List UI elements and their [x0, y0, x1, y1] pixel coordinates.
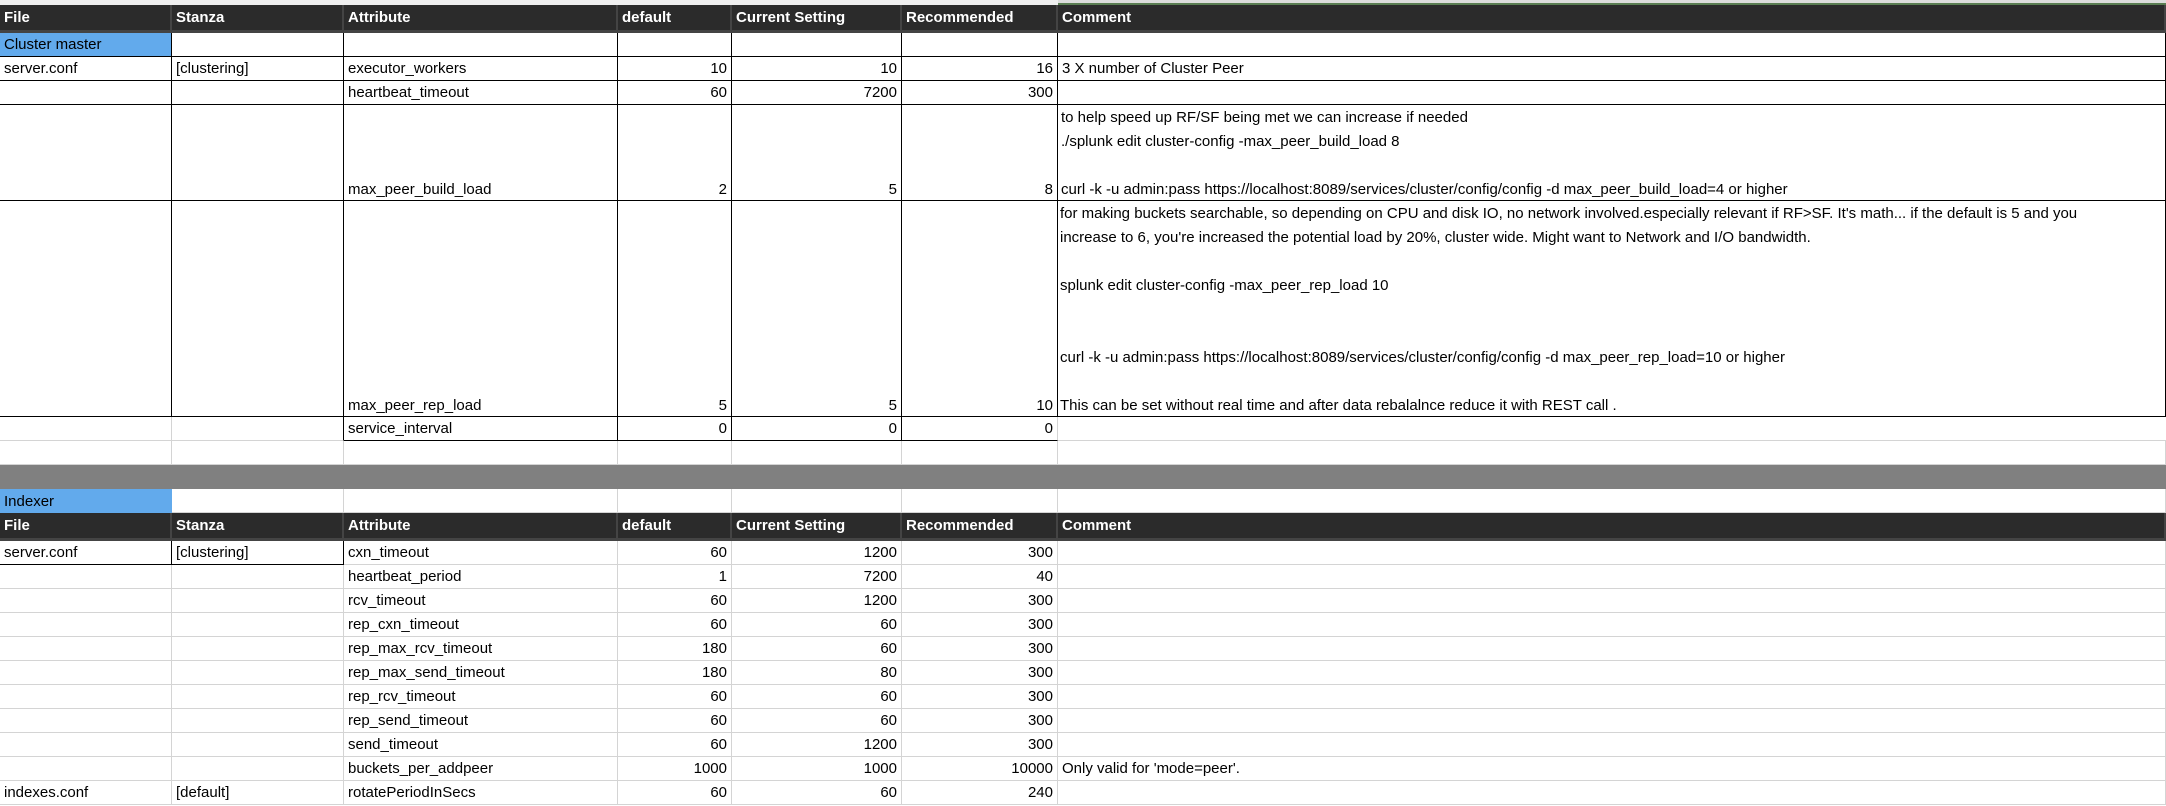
- recommended-cell[interactable]: 16: [902, 57, 1058, 81]
- stanza-cell[interactable]: [172, 417, 344, 441]
- default-cell[interactable]: 60: [618, 685, 732, 709]
- stanza-cell[interactable]: [172, 661, 344, 685]
- attribute-cell[interactable]: executor_workers: [344, 57, 618, 81]
- current-setting-cell[interactable]: 60: [732, 613, 902, 637]
- section-label-cluster-master[interactable]: Cluster master: [0, 33, 172, 57]
- header-attribute[interactable]: Attribute: [344, 5, 618, 33]
- table-row: [0, 565, 2166, 589]
- comment-cell[interactable]: [1058, 733, 2166, 757]
- attribute-cell[interactable]: rep_max_rcv_timeout: [344, 637, 618, 661]
- comment-cell[interactable]: [1058, 417, 2166, 441]
- comment-cell[interactable]: [1058, 201, 2166, 417]
- table-row: [0, 637, 2166, 661]
- default-cell[interactable]: 1: [618, 565, 732, 589]
- section-label-indexer[interactable]: Indexer: [0, 489, 172, 513]
- cluster-master-header-row: [0, 5, 2166, 33]
- comment-cell[interactable]: [1058, 685, 2166, 709]
- comment-line: for making buckets searchable, so depending on CPU and disk IO, no network involved.especially relevant if RF>SF. It's math... if the default is 5 and you: [1060, 205, 2078, 222]
- file-cell[interactable]: [0, 417, 172, 441]
- stanza-cell[interactable]: [clustering]: [172, 57, 344, 81]
- comment-line: curl -k -u admin:pass https://localhost:8089/services/cluster/config/config -d max_peer_rep_load=10 or higher: [1060, 349, 1785, 366]
- cell[interactable]: [618, 489, 732, 513]
- header-file[interactable]: File: [0, 5, 172, 33]
- comment-line: splunk edit cluster-config -max_peer_rep_load 10: [1060, 277, 1389, 294]
- comment-cell[interactable]: [1058, 781, 2166, 805]
- file-cell[interactable]: [0, 637, 172, 661]
- cell[interactable]: [618, 33, 732, 57]
- recommended-cell[interactable]: 300: [902, 613, 1058, 637]
- table-row: [0, 709, 2166, 733]
- header-current-setting[interactable]: Current Setting: [732, 5, 902, 33]
- recommended-cell[interactable]: 300: [902, 709, 1058, 733]
- indexer-header-row: [0, 513, 2166, 541]
- current-setting-cell[interactable]: 1200: [732, 733, 902, 757]
- default-cell[interactable]: 0: [618, 417, 732, 441]
- cell[interactable]: [902, 441, 1058, 465]
- stanza-cell[interactable]: [172, 733, 344, 757]
- comment-cell[interactable]: [1058, 105, 2166, 201]
- comment-cell[interactable]: [1058, 661, 2166, 685]
- cell[interactable]: [902, 489, 1058, 513]
- cell[interactable]: [172, 489, 344, 513]
- file-cell[interactable]: [0, 757, 172, 781]
- default-cell[interactable]: 10: [618, 57, 732, 81]
- default-cell[interactable]: 60: [618, 541, 732, 565]
- recommended-cell[interactable]: 10000: [902, 757, 1058, 781]
- header-comment[interactable]: Comment: [1058, 5, 2166, 33]
- recommended-cell[interactable]: 8: [902, 105, 1058, 201]
- default-cell[interactable]: 2: [618, 105, 732, 201]
- stanza-cell[interactable]: [172, 565, 344, 589]
- stanza-cell[interactable]: [172, 589, 344, 613]
- cell[interactable]: [1058, 441, 2166, 465]
- stanza-cell[interactable]: [clustering]: [172, 541, 344, 565]
- recommended-cell[interactable]: 0: [902, 417, 1058, 441]
- stanza-cell[interactable]: [172, 613, 344, 637]
- stanza-cell[interactable]: [172, 685, 344, 709]
- attribute-cell[interactable]: heartbeat_period: [344, 565, 618, 589]
- attribute-cell[interactable]: max_peer_build_load: [344, 105, 618, 201]
- default-cell[interactable]: 60: [618, 81, 732, 105]
- default-cell[interactable]: 5: [618, 201, 732, 417]
- attribute-cell[interactable]: rep_max_send_timeout: [344, 661, 618, 685]
- current-setting-cell[interactable]: 60: [732, 781, 902, 805]
- comment-cell[interactable]: 3 X number of Cluster Peer: [1058, 57, 2166, 81]
- default-cell[interactable]: 60: [618, 589, 732, 613]
- table-row: [0, 201, 2166, 417]
- header-comment[interactable]: Comment: [1058, 513, 2166, 541]
- comment-cell[interactable]: [1058, 565, 2166, 589]
- attribute-cell[interactable]: max_peer_rep_load: [344, 201, 618, 417]
- indexer-section-row: [0, 489, 2166, 513]
- current-setting-cell[interactable]: 7200: [732, 565, 902, 589]
- default-cell[interactable]: 60: [618, 709, 732, 733]
- default-cell[interactable]: 1000: [618, 757, 732, 781]
- file-cell[interactable]: [0, 733, 172, 757]
- header-recommended[interactable]: Recommended: [902, 513, 1058, 541]
- current-setting-cell[interactable]: 1200: [732, 589, 902, 613]
- file-cell[interactable]: [0, 685, 172, 709]
- header-current-setting[interactable]: Current Setting: [732, 513, 902, 541]
- stanza-cell[interactable]: [172, 637, 344, 661]
- cell[interactable]: [344, 33, 618, 57]
- current-setting-cell[interactable]: 0: [732, 417, 902, 441]
- attribute-cell[interactable]: rcv_timeout: [344, 589, 618, 613]
- attribute-cell[interactable]: buckets_per_addpeer: [344, 757, 618, 781]
- cell[interactable]: [344, 489, 618, 513]
- stanza-cell[interactable]: [172, 757, 344, 781]
- comment-line: to help speed up RF/SF being met we can increase if needed: [1061, 109, 1468, 126]
- file-cell[interactable]: [0, 201, 172, 417]
- table-row: [0, 417, 2166, 441]
- default-cell[interactable]: 60: [618, 733, 732, 757]
- comment-cell[interactable]: [1058, 589, 2166, 613]
- cell[interactable]: [172, 33, 344, 57]
- stanza-cell[interactable]: [172, 201, 344, 417]
- default-cell[interactable]: 60: [618, 613, 732, 637]
- stanza-cell[interactable]: [172, 81, 344, 105]
- file-cell[interactable]: [0, 613, 172, 637]
- comment-cell[interactable]: [1058, 541, 2166, 565]
- attribute-cell[interactable]: send_timeout: [344, 733, 618, 757]
- current-setting-cell[interactable]: 1000: [732, 757, 902, 781]
- recommended-cell[interactable]: 240: [902, 781, 1058, 805]
- comment-cell[interactable]: [1058, 637, 2166, 661]
- table-row: [0, 541, 2166, 565]
- header-recommended[interactable]: Recommended: [902, 5, 1058, 33]
- comment-cell[interactable]: Only valid for 'mode=peer'.: [1058, 757, 2166, 781]
- cell[interactable]: [1058, 33, 2166, 57]
- attribute-cell[interactable]: rep_rcv_timeout: [344, 685, 618, 709]
- current-setting-cell[interactable]: 7200: [732, 81, 902, 105]
- cell[interactable]: [732, 489, 902, 513]
- comment-line: This can be set without real time and after data rebalalnce reduce it with REST call .: [1060, 397, 1617, 414]
- file-cell[interactable]: [0, 709, 172, 733]
- attribute-cell[interactable]: heartbeat_timeout: [344, 81, 618, 105]
- section-separator-band[interactable]: [0, 465, 2166, 489]
- cell[interactable]: [344, 441, 618, 465]
- cell[interactable]: [732, 33, 902, 57]
- table-row: [0, 757, 2166, 781]
- recommended-cell[interactable]: 300: [902, 661, 1058, 685]
- stanza-cell[interactable]: [172, 105, 344, 201]
- current-setting-cell[interactable]: 80: [732, 661, 902, 685]
- current-setting-cell[interactable]: 60: [732, 709, 902, 733]
- table-row: [0, 661, 2166, 685]
- default-cell[interactable]: 180: [618, 661, 732, 685]
- attribute-cell[interactable]: cxn_timeout: [344, 541, 618, 565]
- file-cell[interactable]: [0, 589, 172, 613]
- default-cell[interactable]: 60: [618, 781, 732, 805]
- cluster-master-section-row: [0, 33, 2166, 57]
- recommended-cell[interactable]: 10: [902, 201, 1058, 417]
- header-file[interactable]: File: [0, 513, 172, 541]
- current-setting-cell[interactable]: 1200: [732, 541, 902, 565]
- recommended-cell[interactable]: 300: [902, 685, 1058, 709]
- comment-line: increase to 6, you're increased the potential load by 20%, cluster wide. Might want to Network and I/O bandwidth.: [1060, 229, 1811, 246]
- file-cell[interactable]: server.conf: [0, 541, 172, 565]
- cell[interactable]: [902, 33, 1058, 57]
- stanza-cell[interactable]: [default]: [172, 781, 344, 805]
- attribute-cell[interactable]: rep_send_timeout: [344, 709, 618, 733]
- comment-line: ./splunk edit cluster-config -max_peer_build_load 8: [1061, 133, 1400, 150]
- table-row: [0, 105, 2166, 201]
- comment-line: curl -k -u admin:pass https://localhost:8089/services/cluster/config/config -d max_peer_build_load=4 or higher: [1061, 181, 1788, 198]
- cell[interactable]: [1058, 489, 2166, 513]
- cell[interactable]: [172, 441, 344, 465]
- file-cell[interactable]: [0, 565, 172, 589]
- header-default[interactable]: default: [618, 513, 732, 541]
- current-setting-cell[interactable]: 5: [732, 201, 902, 417]
- header-stanza[interactable]: Stanza: [172, 5, 344, 33]
- cell[interactable]: [732, 441, 902, 465]
- current-setting-cell[interactable]: 60: [732, 685, 902, 709]
- comment-cell[interactable]: [1058, 709, 2166, 733]
- header-stanza[interactable]: Stanza: [172, 513, 344, 541]
- recommended-cell[interactable]: 40: [902, 565, 1058, 589]
- file-cell[interactable]: server.conf: [0, 57, 172, 81]
- current-setting-cell[interactable]: 10: [732, 57, 902, 81]
- current-setting-cell[interactable]: 5: [732, 105, 902, 201]
- comment-cell[interactable]: [1058, 81, 2166, 105]
- table-row: [0, 57, 2166, 81]
- empty-row: [0, 441, 2166, 465]
- table-row: [0, 81, 2166, 105]
- table-row: [0, 613, 2166, 637]
- attribute-cell[interactable]: service_interval: [344, 417, 618, 441]
- file-cell[interactable]: indexes.conf: [0, 781, 172, 805]
- file-cell[interactable]: [0, 81, 172, 105]
- attribute-cell[interactable]: rep_cxn_timeout: [344, 613, 618, 637]
- file-cell[interactable]: [0, 661, 172, 685]
- table-row: [0, 685, 2166, 709]
- table-row: [0, 589, 2166, 613]
- comment-cell[interactable]: [1058, 613, 2166, 637]
- table-row: [0, 781, 2166, 805]
- current-setting-cell[interactable]: 60: [732, 637, 902, 661]
- file-cell[interactable]: [0, 105, 172, 201]
- stanza-cell[interactable]: [172, 709, 344, 733]
- attribute-cell[interactable]: rotatePeriodInSecs: [344, 781, 618, 805]
- cell[interactable]: [0, 441, 172, 465]
- recommended-cell[interactable]: 300: [902, 81, 1058, 105]
- default-cell[interactable]: 180: [618, 637, 732, 661]
- cell[interactable]: [618, 441, 732, 465]
- header-default[interactable]: default: [618, 5, 732, 33]
- recommended-cell[interactable]: 300: [902, 733, 1058, 757]
- header-attribute[interactable]: Attribute: [344, 513, 618, 541]
- table-row: [0, 733, 2166, 757]
- recommended-cell[interactable]: 300: [902, 541, 1058, 565]
- recommended-cell[interactable]: 300: [902, 637, 1058, 661]
- recommended-cell[interactable]: 300: [902, 589, 1058, 613]
